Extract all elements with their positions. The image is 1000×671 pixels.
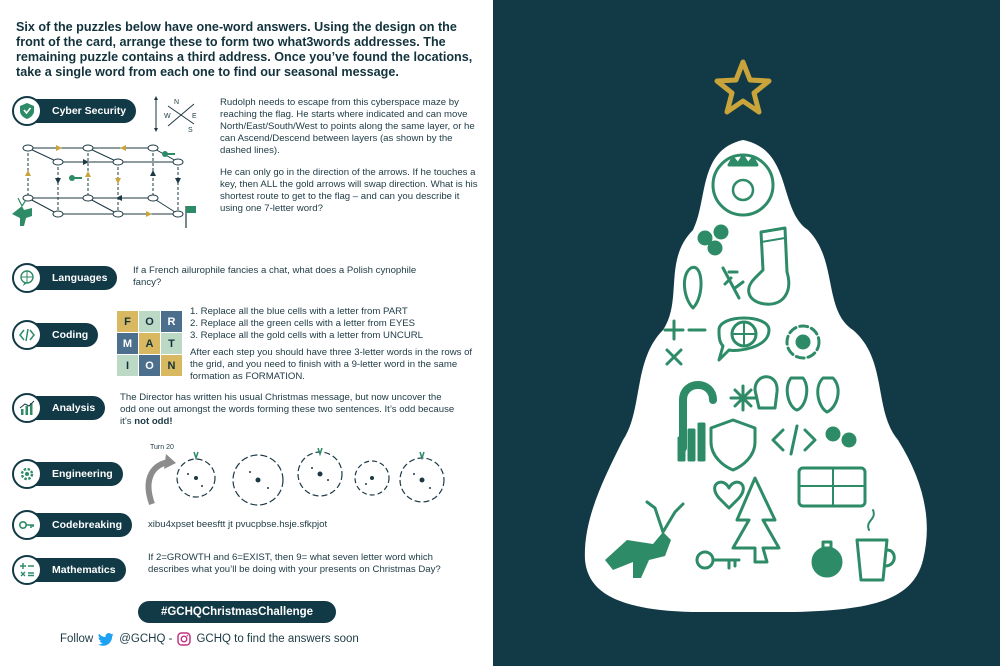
compass-w: W: [164, 113, 171, 120]
key-badge-icon: [12, 510, 42, 540]
grid-cell: F: [117, 311, 138, 332]
cyber-security-label: Cyber Security: [20, 99, 136, 123]
hashtag-badge: #GCHQChristmasChallenge: [138, 601, 336, 623]
follow-line: [60, 632, 359, 646]
mathematics-text: If 2=GROWTH and 6=EXIST, then 9= what seven letter word which describes what you’ll be doing with your presents on Christmas Day?: [148, 552, 441, 575]
christmas-tree-illustration: [493, 0, 1000, 666]
grid-cell: M: [117, 333, 138, 354]
instagram-text[interactable]: GCHQ to find the answers soon: [196, 633, 359, 645]
compass-e: E: [192, 113, 197, 120]
instagram-icon[interactable]: [177, 632, 191, 646]
coding-text: 1. Replace all the blue cells with a letter from PART 2. Replace all the green cells with a letter from EYES 3. Replace all the gold cells with a letter from UNCURL After each step you should have three 3-letter words in the rows of the grid, and you need to finish with a 9-letter word in the same formation as FORMATION.: [190, 306, 473, 382]
speech-globe-icon: [12, 263, 42, 293]
intro-text: Six of the puzzles below have one-word answers. Using the design on the front of the card, arrange these to form two what3words addresses. The remaining puzzle contains a third address. Once you’ve found the locations, take a single word from each one to find our seasonal message.: [16, 20, 473, 79]
cyber-maze-diagram: [8, 140, 198, 242]
cyber-description: Rudolph needs to escape from this cyberspace maze by reaching the flag. He starts where indicated and can move North/East/South/West to points along the same layer, or he can Ascend/Descend between layers (as shown by the dashed lines). He can only go in the direction of the arrows. If he touches a key, then ALL the gold arrows will swap direction. What is his shortest route to get to the flag – and can you describe it using one 7-letter word?: [220, 97, 478, 214]
twitter-icon[interactable]: [98, 633, 114, 646]
analysis-text: The Director has written his usual Christmas message, but now uncover the odd one out amongst the words forming these two sentences. It’s odd because it’s not odd!: [120, 392, 455, 427]
reindeer-start-icon: [12, 198, 32, 226]
languages-text: If a French ailurophile fancies a chat, what does a Polish cynophile fancy?: [133, 265, 417, 288]
key-icon: [69, 151, 175, 181]
codebreaking-label: Codebreaking: [20, 513, 132, 537]
analysis-label: Analysis: [20, 396, 105, 420]
compass-n: N: [174, 99, 180, 106]
grid-cell: N: [161, 355, 182, 376]
grid-cell: O: [139, 355, 160, 376]
turn-label: Turn 20: [150, 444, 174, 451]
puzzle-panel: [0, 0, 493, 666]
mathematics-label: Mathematics: [20, 558, 126, 582]
grid-cell: A: [139, 333, 160, 354]
gear-train-diagram: [172, 448, 482, 510]
grid-cell: T: [161, 333, 182, 354]
grid-cell: R: [161, 311, 182, 332]
snowflake-icon: [731, 386, 755, 410]
follow-prefix: Follow: [60, 633, 94, 645]
math-symbols-icon: [12, 555, 42, 585]
cyber-shield-icon: [12, 96, 42, 126]
christmas-tree-panel: [493, 0, 1000, 666]
formation-grid: [117, 311, 182, 376]
gold-star-icon: [717, 62, 769, 112]
code-brackets-icon: [12, 320, 42, 350]
flag-icon: [186, 206, 196, 228]
compass-s: S: [188, 127, 193, 134]
languages-label: Languages: [20, 266, 117, 290]
gear-badge-icon: [12, 459, 42, 489]
bar-chart-icon: [12, 393, 42, 423]
grid-cell: I: [117, 355, 138, 376]
grid-cell: O: [139, 311, 160, 332]
coding-label: Coding: [20, 323, 98, 347]
bauble-icon: [813, 548, 841, 576]
engineering-label: Engineering: [20, 462, 123, 486]
compass-icon: [150, 94, 200, 134]
twitter-handle[interactable]: @GCHQ -: [119, 633, 173, 645]
cipher-text: xibu4xpset beesftt jt pvucpbse.hsje.sfkpjot: [148, 519, 328, 530]
